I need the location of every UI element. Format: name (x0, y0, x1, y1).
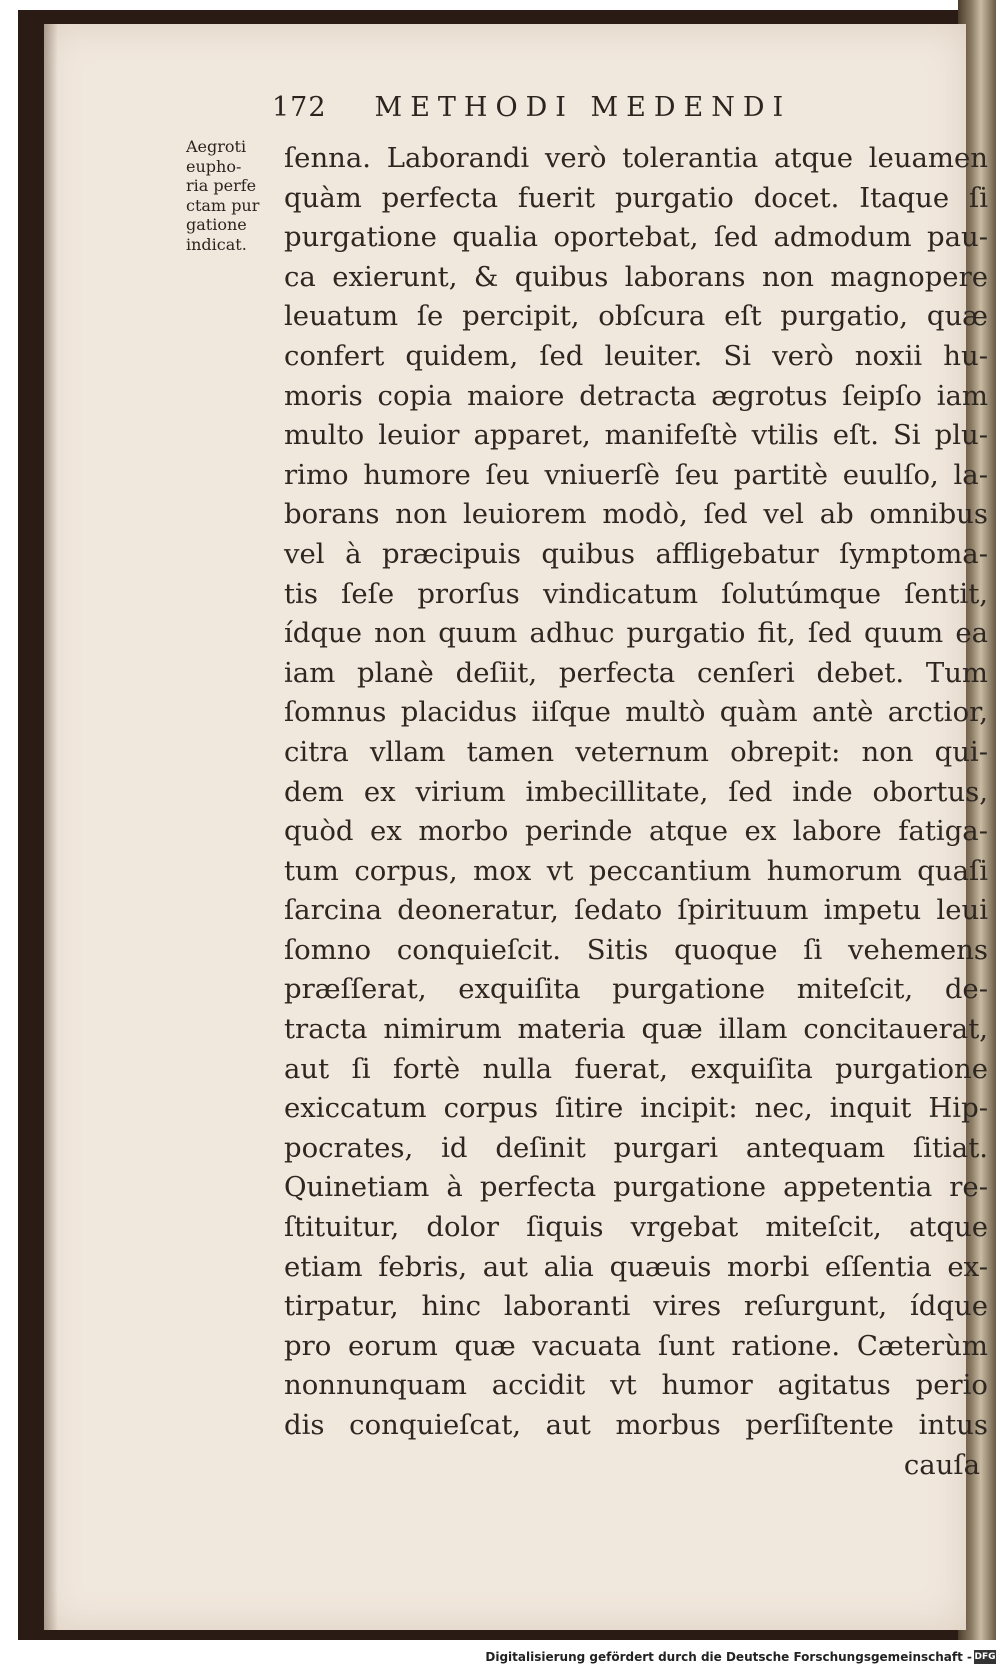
text-line: pocrates, id deſinit purgari antequam ſitiat. (284, 1131, 988, 1164)
running-head (272, 92, 892, 132)
body-text (284, 139, 988, 1485)
text-line: quòd ex morbo perinde atque ex labore fatiga- (284, 815, 988, 848)
text-line: ſarcina deoneratur, ſedato ſpirituum impetu leui (284, 894, 988, 927)
text-line: leuatum ſe percipit, obſcura eſt purgatio, quæ (284, 300, 988, 333)
text-line: ſomnus placidus iiſque multò quàm antè arctior, (284, 696, 988, 729)
text-line: citra vllam tamen veternum obrepit: non qui- (284, 735, 988, 768)
running-title: METHODI MEDENDI (374, 92, 792, 123)
page-gutter-shadow (44, 24, 58, 1630)
text-line: pro eorum quæ vacuata ſunt ratione. Cæterùm (284, 1329, 988, 1362)
text-line: tirpatur, hinc laboranti vires reſurgunt, ídque (284, 1290, 988, 1323)
text-line: etiam febris, aut alia quæuis morbi eſſentia ex- (284, 1250, 988, 1283)
text-line: dem ex virium imbecillitate, ſed inde obortus, (284, 775, 988, 808)
text-line: præſſerat, exquiſita purgatione miteſcit, de- (284, 973, 988, 1006)
marginal-note-line: ria perfe (186, 176, 257, 196)
text-line: ſomno conquieſcit. Sitis quoque ſi vehemens (284, 933, 988, 966)
text-line: Quinetiam à perfecta purgatione appetentia re- (284, 1171, 988, 1204)
digitization-credit: Digitalisierung gefördert durch die Deutsche Forschungsgemeinschaft - (485, 1650, 972, 1664)
marginal-note (186, 137, 274, 255)
text-line: nonnunquam accidit vt humor agitatus perio (284, 1369, 988, 1402)
text-line: exiccatum corpus ſitire incipit: nec, inquit Hip- (284, 1092, 988, 1125)
text-line: ídque non quum adhuc purgatio fit, ſed quum ea (284, 617, 988, 650)
text-line: borans non leuiorem modò, ſed vel ab omnibus (284, 498, 988, 531)
text-line: tum corpus, mox vt peccantium humorum quaſi (284, 854, 988, 887)
text-line: ſenna. Laborandi verò tolerantia atque leuamen (284, 142, 988, 174)
dfg-logo-icon: DFG (974, 1652, 996, 1662)
marginal-note-line: indicat. (186, 234, 247, 254)
text-line: rimo humore ſeu vniuerſè ſeu partitè euulſo, la- (284, 458, 988, 491)
text-line: tracta nimirum materia quæ illam concitauerat, (284, 1013, 988, 1046)
text-line: ca exierunt, & quibus laborans non magnopere (284, 260, 988, 293)
text-line: vel à præcipuis quibus affligebatur ſymptoma- (284, 537, 988, 570)
marginal-note-line: Aegroti (186, 137, 247, 156)
text-line: quàm perfecta fuerit purgatio docet. Itaque ſi (284, 181, 988, 214)
text-line: ſtituitur, dolor ſiquis vrgebat miteſcit, atque (284, 1211, 988, 1244)
text-line: iam planè deſiit, perfecta cenſeri debet. Tum (284, 656, 988, 689)
catchword: cauſa (903, 1448, 980, 1481)
text-line: confert quidem, ſed leuiter. Si verò noxii hu- (284, 339, 988, 372)
text-line: dis conquieſcat, aut morbus perſiſtente intus (284, 1409, 988, 1441)
page-number: 172 (272, 92, 327, 123)
text-line: purgatione qualia oportebat, ſed admodum pau- (284, 221, 988, 254)
text-line: aut ſi fortè nulla fuerat, exquiſita purgatione (284, 1052, 988, 1085)
marginal-note-line: gatione (186, 215, 247, 235)
marginal-note-line: eupho- (186, 156, 242, 176)
text-line: tis ſeſe prorſus vindicatum ſolutúmque ſentit, (284, 577, 988, 610)
marginal-note-line: ctam pur (186, 195, 260, 215)
text-line: multo leuior apparet, manifeſtè vtilis eſt. Si plu- (284, 419, 988, 452)
text-line: moris copia maiore detracta ægrotus ſeipſo iam (284, 379, 988, 412)
